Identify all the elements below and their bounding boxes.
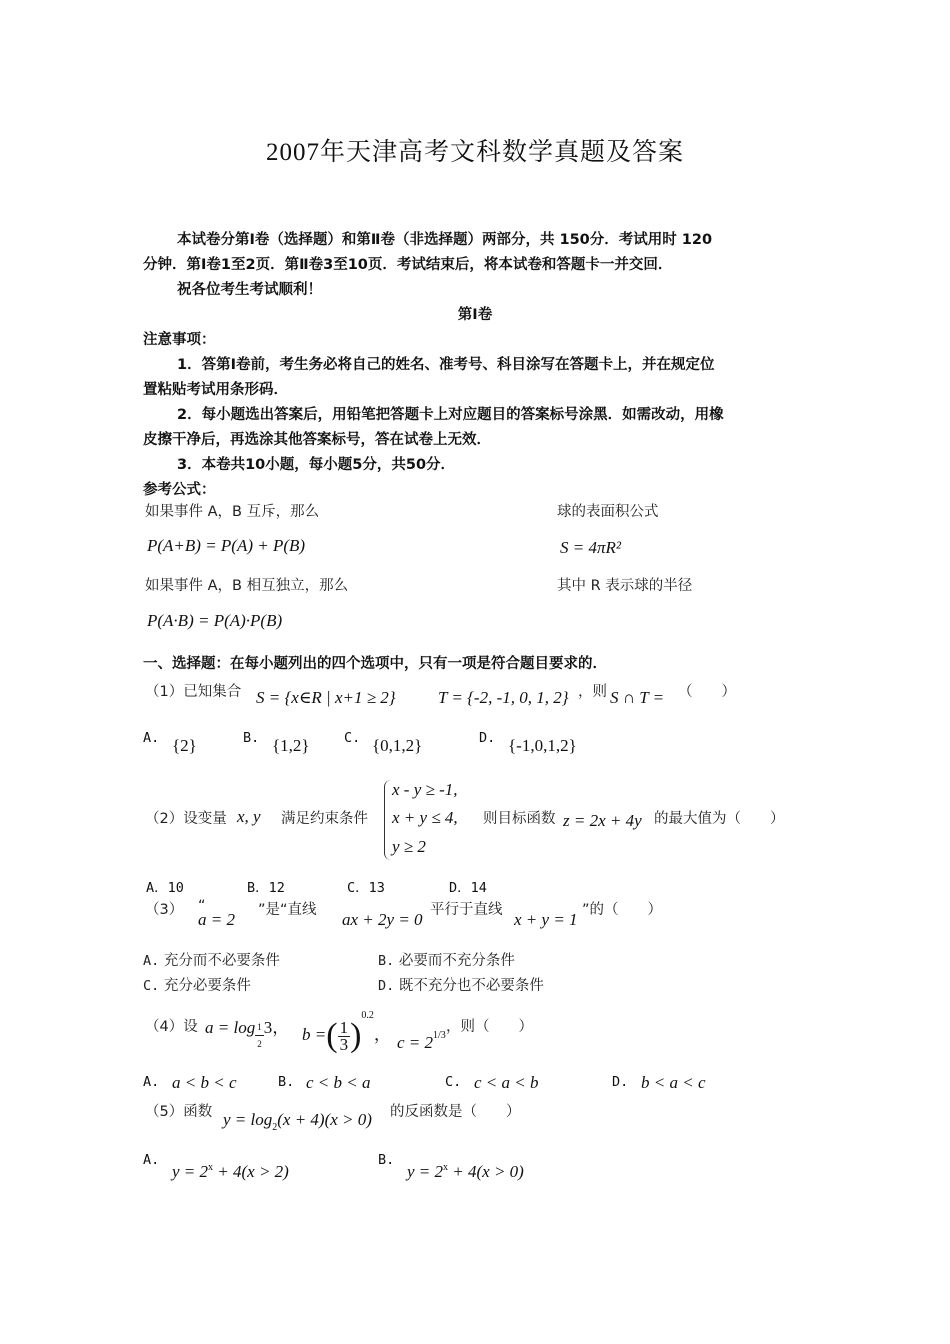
option-c	[347, 876, 385, 896]
c-definition	[397, 1030, 446, 1053]
option-value: a < b < c	[172, 1073, 237, 1092]
option-value: 10	[167, 880, 184, 896]
option-value: c < a < b	[474, 1073, 539, 1092]
set-T: T = {-2, -1, 0, 1, 2}	[438, 688, 569, 707]
option-value: {2}	[172, 736, 197, 755]
objective-function: z = 2x + 4y	[563, 811, 642, 830]
b-exponent: 0.2	[361, 1010, 374, 1021]
option-label: A.	[143, 730, 160, 746]
notes-heading: 注意事项：	[143, 332, 216, 348]
option-d	[378, 974, 544, 995]
question-number: （3）	[145, 902, 184, 918]
option-value: c < b < a	[306, 1073, 371, 1092]
option-d	[449, 876, 487, 896]
intro-line-3: 祝各位考生考试顺利！	[177, 282, 322, 298]
a-log: a = log	[205, 1018, 256, 1037]
note-2-line-1: 2．每小题选出答案后，用铅笔把答题卡上对应题目的答案标号涂黑．如需改动，用橡	[177, 407, 724, 423]
formulas-heading: 参考公式：	[143, 482, 216, 498]
option-label: D.	[479, 730, 496, 746]
log-base: 2	[272, 1122, 278, 1133]
question-stem: 设	[183, 1019, 198, 1035]
constraint-2: x + y ≤ 4,	[392, 808, 458, 827]
option-b-value: $y = 2^x + 4(x > 0)$	[407, 1162, 524, 1181]
question-1	[145, 680, 241, 701]
option-b	[247, 876, 285, 896]
question-stem-end: 的最大值为（ ）	[654, 811, 785, 827]
question-5-prefix	[145, 1100, 212, 1121]
formula-right-1-text: 球的表面积公式	[557, 504, 659, 520]
option-a-value: $y = 2^x + 4(x > 2)$	[172, 1162, 289, 1181]
note-1-line-1: 1．答第Ⅰ卷前，考生务必将自己的姓名、准考号、科目涂写在答题卡上，并在规定位	[177, 357, 715, 373]
formula-left-1-text: 如果事件 A，B 互斥，那么	[145, 504, 320, 520]
line-equation-1: ax + 2y = 0	[342, 910, 423, 929]
log-base-fraction: $\frac{1}{2}$	[255, 1019, 264, 1052]
question-stem: 已知集合	[183, 684, 242, 700]
intersection-expr: S ∩ T =	[610, 688, 665, 707]
b-fraction: $\frac{1}{3}$	[339, 1017, 349, 1054]
option-label: C.	[344, 730, 361, 746]
option-label: B．	[247, 880, 269, 896]
option-value: 14	[470, 880, 487, 896]
formula-addition: P(A+B) = P(A) + P(B)	[147, 536, 306, 555]
question-stem-end: 的反函数是（ ）	[390, 1104, 521, 1120]
question-number: （4）	[145, 1019, 184, 1035]
option-label: A．	[146, 880, 168, 896]
quote-close-is: ”是“直线	[258, 902, 317, 918]
question-connector: ，则	[578, 684, 607, 700]
option-c	[143, 974, 251, 995]
formula-left-2-text: 如果事件 A，B 相互独立，那么	[145, 578, 349, 594]
note-2-line-2: 皮擦干净后，再选涂其他答案标号，答在试卷上无效．	[143, 432, 491, 448]
intro-line-2: 分钟．第Ⅰ卷1至2页．第Ⅱ卷3至10页．考试结束后，将本试卷和答题卡一并交回．	[143, 257, 673, 273]
option-value: {1,2}	[272, 736, 310, 755]
document-title: 2007年天津高考文科数学真题及答案	[265, 139, 684, 166]
option-label: D.	[612, 1074, 629, 1090]
question-stem-end: ”的（ ）	[582, 902, 663, 918]
note-1-line-2: 置粘贴考试用条形码．	[143, 382, 288, 398]
question-number: （2）	[145, 811, 184, 827]
condition: a = 2	[198, 910, 235, 929]
option-value: 13	[368, 880, 385, 896]
function-expression: $y = \log_2(x + 4)(x > 0)$	[223, 1110, 372, 1133]
option-label: C．	[347, 880, 369, 896]
variables: x, y	[237, 807, 261, 826]
option-label: B.	[243, 730, 260, 746]
option-a	[146, 876, 184, 896]
set-S: S = {x∈R | x+1 ≥ 2}	[256, 688, 396, 707]
question-stem-end: ，则（ ）	[446, 1019, 533, 1035]
question-2	[145, 807, 227, 828]
note-3: 3．本卷共10小题，每小题5分，共50分．	[177, 457, 456, 473]
option-label: A.	[143, 1152, 160, 1168]
option-value: 必要而不充分条件	[398, 953, 515, 969]
option-value: {0,1,2}	[372, 736, 423, 755]
option-label: C.	[445, 1074, 462, 1090]
c-exponent: 1/3	[433, 1030, 446, 1041]
a-definition: a = log $\frac{1}{2}$ 3，	[205, 1013, 289, 1052]
option-value: 既不充分也不必要条件	[398, 978, 544, 994]
option-value: 12	[268, 880, 285, 896]
quote-open: “	[198, 898, 206, 914]
option-value: {-1,0,1,2}	[508, 736, 577, 755]
question-number: （5）	[145, 1104, 184, 1120]
section-heading: 一、选择题：在每小题列出的四个选项中，只有一项是符合题目要求的．	[143, 656, 607, 672]
option-label: A.	[143, 953, 160, 969]
option-label: B.	[378, 1152, 395, 1168]
question-number: （1）	[145, 684, 184, 700]
constraint-brace	[384, 780, 391, 860]
line-equation-2: x + y = 1	[514, 910, 578, 929]
option-label: C.	[143, 978, 160, 994]
log-argument: 3	[263, 1018, 273, 1037]
intro-line-1: 本试卷分第Ⅰ卷（选择题）和第Ⅱ卷（非选择题）两部分，共 150分．考试用时 120	[177, 232, 713, 248]
formula-multiplication: P(A·B) = P(A)·P(B)	[147, 611, 283, 630]
parallel-text: 平行于直线	[430, 902, 503, 918]
question-stem-after: 则目标函数	[483, 811, 556, 827]
option-label: D．	[449, 880, 471, 896]
option-b	[378, 949, 515, 970]
option-a	[143, 949, 280, 970]
part-title: 第Ⅰ卷	[457, 307, 493, 323]
answer-blank: （ ）	[678, 684, 736, 700]
question-4-prefix	[145, 1015, 198, 1036]
b-lhs: b =	[302, 1025, 327, 1044]
formula-right-2-text: 其中 R 表示球的半径	[557, 578, 693, 594]
question-stem-mid: 满足约束条件	[281, 811, 368, 827]
option-value: 充分必要条件	[163, 978, 251, 994]
constraint-1: x - y ≥ -1,	[392, 780, 458, 799]
option-value: b < a < c	[641, 1073, 706, 1092]
c-lhs: c = 2	[397, 1033, 434, 1052]
formula-sphere-area: S = 4πR²	[560, 538, 621, 557]
question-stem: 设变量	[183, 811, 227, 827]
option-label: D.	[378, 978, 395, 994]
option-label: B.	[378, 953, 395, 969]
constraint-3: y ≥ 2	[392, 837, 426, 856]
option-label: B.	[278, 1074, 295, 1090]
option-value: 充分而不必要条件	[163, 953, 280, 969]
b-definition: b =( $\frac{1}{3}$ )$^{0.2}$，	[302, 1010, 391, 1055]
option-label: A.	[143, 1074, 160, 1090]
question-stem: 函数	[183, 1104, 213, 1120]
